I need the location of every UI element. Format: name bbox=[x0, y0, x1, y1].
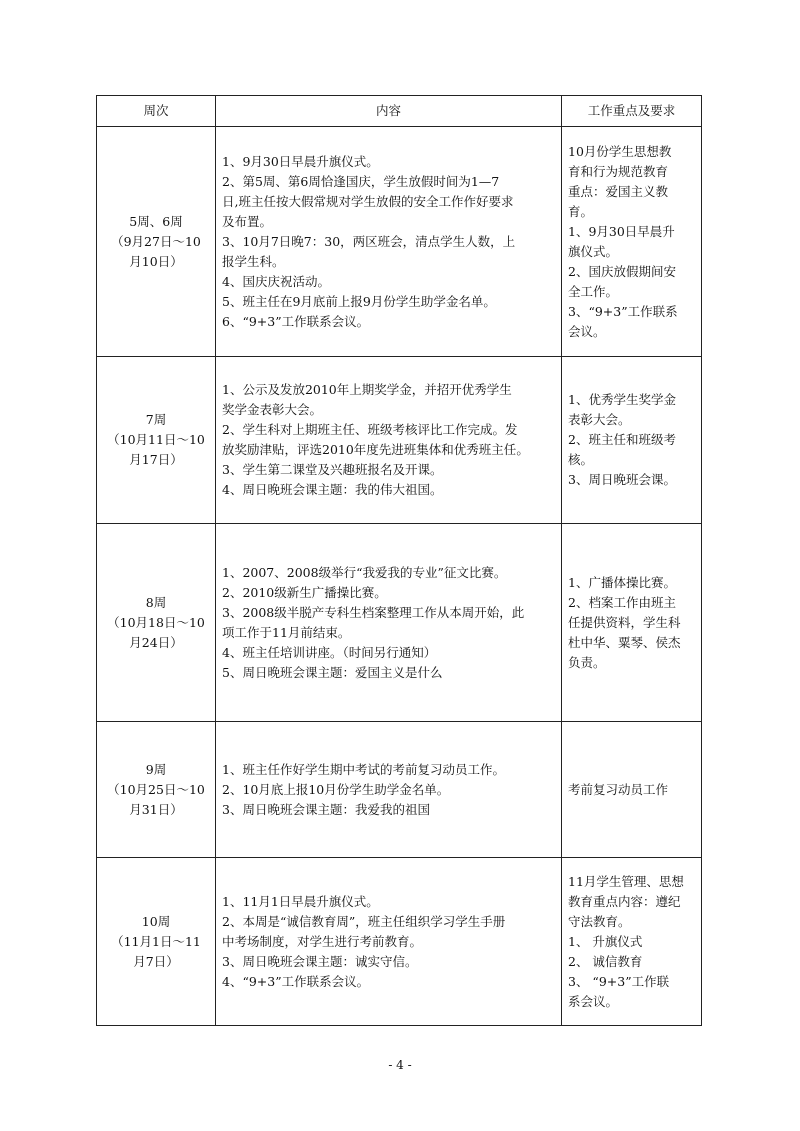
content-line: 4、“9+3”工作联系会议。 bbox=[222, 973, 370, 989]
week-label: 7周 bbox=[145, 412, 167, 427]
week-label: 5周、6周 bbox=[129, 213, 183, 229]
content-line: 2、10月底上报10月份学生助学金名单。 bbox=[222, 781, 450, 797]
content-line: 4、周日晚班会课主题：我的伟大祖国。 bbox=[222, 482, 443, 497]
week-dates: （10月11日～10 bbox=[107, 432, 205, 447]
focus-line: 3、“9+3”工作联系 bbox=[568, 303, 678, 319]
focus-line: 10月份学生思想教 bbox=[568, 143, 672, 159]
week-dates: （10月25日～10 bbox=[107, 781, 205, 797]
focus-cell bbox=[562, 858, 702, 1026]
focus-line: 任提供资料，学生科 bbox=[568, 614, 681, 630]
content-line: 奖学金表彰大会。 bbox=[222, 402, 323, 417]
week-dates: （9月27日～10 bbox=[111, 233, 201, 249]
content-line: 1、2007、2008级举行“我爱我的专业”征文比赛。 bbox=[222, 564, 507, 580]
content-line: 4、班主任培训讲座。（时间另行通知） bbox=[222, 644, 437, 660]
week-cell bbox=[97, 127, 216, 357]
header-focus: 工作重点及要求 bbox=[562, 96, 702, 127]
content-line: 3、学生第二课堂及兴趣班报名及开课。 bbox=[222, 462, 443, 477]
focus-line: 考前复习动员工作 bbox=[568, 781, 669, 797]
focus-line: 2、国庆放假期间安 bbox=[568, 263, 676, 279]
week-dates: （10月18日～10 bbox=[107, 614, 205, 630]
week-dates: 月17日） bbox=[129, 452, 183, 467]
content-line: 5、周日晚班会课主题：爱国主义是什么 bbox=[222, 664, 443, 680]
content-line: 中考场制度，对学生进行考前教育。 bbox=[222, 933, 423, 949]
focus-line: 3、周日晚班会课。 bbox=[568, 472, 676, 487]
focus-line: 负责。 bbox=[568, 654, 606, 670]
week-label: 8周 bbox=[145, 594, 167, 610]
header-week: 周次 bbox=[97, 96, 216, 127]
focus-cell bbox=[562, 357, 702, 524]
week-cell bbox=[97, 357, 216, 524]
table-row bbox=[97, 524, 702, 722]
content-cell bbox=[216, 357, 562, 524]
content-line: 6、“9+3”工作联系会议。 bbox=[222, 313, 370, 329]
focus-line: 重点：爱国主义教 bbox=[568, 183, 669, 199]
content-line: 1、班主任作好学生期中考试的考前复习动员工作。 bbox=[222, 761, 505, 777]
week-cell bbox=[97, 524, 216, 722]
week-dates: （11月1日～11 bbox=[111, 933, 201, 949]
focus-line: 教育重点内容：遵纪 bbox=[568, 893, 681, 909]
week-label: 10周 bbox=[141, 913, 171, 929]
focus-line: 1、广播体操比赛。 bbox=[568, 574, 676, 590]
content-line: 1、9月30日早晨升旗仪式。 bbox=[222, 153, 379, 169]
week-cell bbox=[97, 722, 216, 858]
table-header-row bbox=[97, 96, 702, 127]
content-line: 3、周日晚班会课主题：我爱我的祖国 bbox=[222, 801, 430, 817]
content-line: 2、第5周、第6周恰逢国庆，学生放假时间为1—7 bbox=[222, 173, 500, 189]
focus-cell bbox=[562, 524, 702, 722]
content-line: 报学生科。 bbox=[222, 253, 285, 269]
content-cell bbox=[216, 858, 562, 1026]
content-line: 3、2008级半脱产专科生档案整理工作从本周开始，此 bbox=[222, 604, 525, 620]
focus-line: 守法教育。 bbox=[568, 913, 631, 929]
week-label: 9周 bbox=[145, 761, 167, 777]
focus-line: 3、 “9+3”工作联 bbox=[568, 973, 670, 989]
focus-line: 1、9月30日早晨升 bbox=[568, 223, 675, 239]
table-row bbox=[97, 858, 702, 1026]
focus-line: 会议。 bbox=[568, 323, 606, 339]
content-line: 及布置。 bbox=[222, 213, 273, 229]
header-content: 内容 bbox=[216, 96, 562, 127]
table-row bbox=[97, 357, 702, 524]
focus-line: 1、 升旗仪式 bbox=[568, 933, 643, 949]
focus-line: 育。 bbox=[568, 203, 594, 219]
week-dates: 月7日） bbox=[133, 953, 179, 969]
content-line: 1、公示及发放2010年上期奖学金，并招开优秀学生 bbox=[222, 382, 512, 397]
content-line: 日,班主任按大假常规对学生放假的安全工作作好要求 bbox=[222, 193, 514, 209]
content-line: 2、学生科对上期班主任、班级考核评比工作完成。发 bbox=[222, 422, 518, 437]
content-line: 2、2010级新生广播操比赛。 bbox=[222, 584, 387, 600]
table-row bbox=[97, 722, 702, 858]
focus-line: 2、档案工作由班主 bbox=[568, 594, 676, 610]
content-line: 3、周日晚班会课主题：诚实守信。 bbox=[222, 953, 418, 969]
content-line: 2、本周是“诚信教育周”，班主任组织学习学生手册 bbox=[222, 913, 506, 929]
focus-line: 2、 诚信教育 bbox=[568, 953, 643, 969]
content-cell bbox=[216, 127, 562, 357]
focus-line: 表彰大会。 bbox=[568, 412, 631, 427]
content-line: 5、班主任在9月底前上报9月份学生助学金名单。 bbox=[222, 293, 496, 309]
focus-line: 核。 bbox=[568, 452, 594, 467]
week-dates: 月10日） bbox=[129, 253, 183, 269]
week-cell bbox=[97, 858, 216, 1026]
focus-line: 全工作。 bbox=[568, 283, 619, 299]
content-line: 3、10月7日晚7：30，两区班会，清点学生人数，上 bbox=[222, 233, 516, 249]
content-line: 项工作于11月前结束。 bbox=[222, 624, 351, 640]
schedule-table bbox=[96, 95, 702, 1026]
week-dates: 月24日） bbox=[129, 634, 183, 650]
content-line: 1、11月1日早晨升旗仪式。 bbox=[222, 893, 379, 909]
focus-line: 11月学生管理、思想 bbox=[568, 873, 684, 889]
focus-line: 育和行为规范教育 bbox=[568, 163, 669, 179]
content-line: 放奖励津贴，评选2010年度先进班集体和优秀班主任。 bbox=[222, 442, 529, 457]
content-line: 4、国庆庆祝活动。 bbox=[222, 273, 330, 289]
focus-cell bbox=[562, 722, 702, 858]
content-cell bbox=[216, 524, 562, 722]
focus-line: 1、优秀学生奖学金 bbox=[568, 392, 676, 407]
focus-line: 系会议。 bbox=[568, 993, 619, 1009]
week-dates: 月31日） bbox=[129, 801, 183, 817]
focus-line: 杜中华、粟琴、侯杰 bbox=[568, 634, 681, 650]
focus-line: 2、班主任和班级考 bbox=[568, 432, 676, 447]
focus-cell bbox=[562, 127, 702, 357]
table-row bbox=[97, 127, 702, 357]
focus-line: 旗仪式。 bbox=[568, 243, 619, 259]
content-cell bbox=[216, 722, 562, 858]
page-number: - 4 - bbox=[388, 1058, 412, 1072]
